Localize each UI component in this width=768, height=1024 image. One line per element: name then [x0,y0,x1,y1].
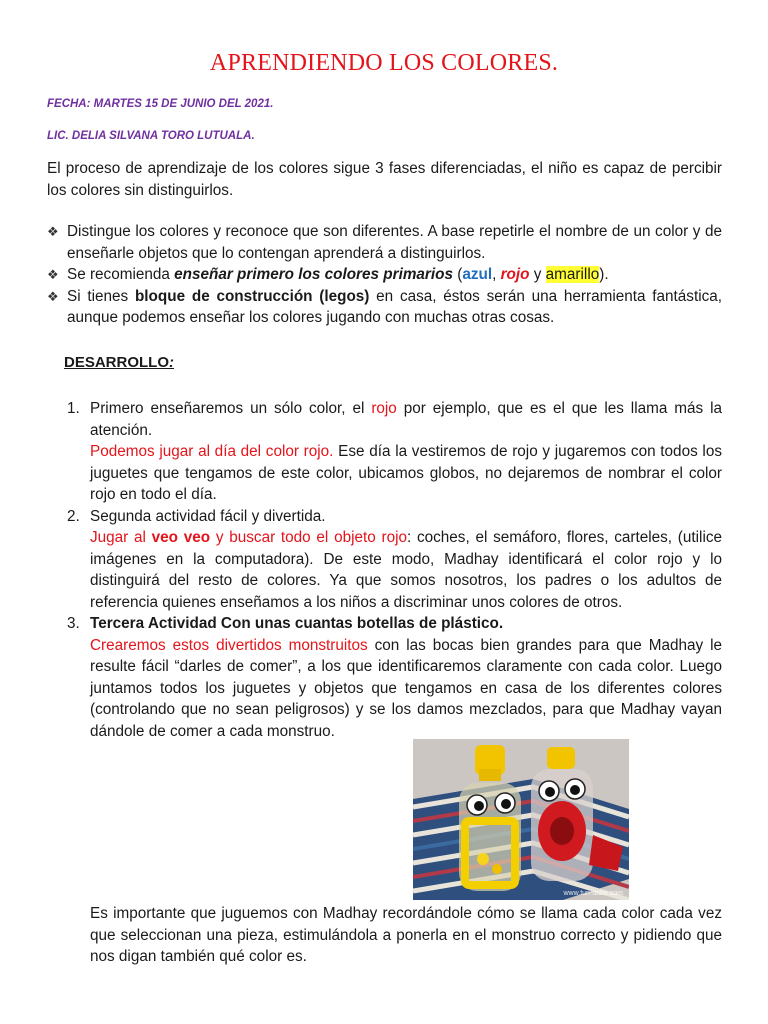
color-word-rojo: rojo [500,266,530,283]
color-word-azul: azul [462,266,493,283]
step-text: Primero enseñaremos un sólo color, el [90,400,372,417]
step-bold-text: Con unas cuantas botellas de plástico. [216,615,504,632]
section-heading [64,354,174,371]
color-word-amarillo: amarillo [545,266,600,283]
bottle-monsters-photo [413,739,629,900]
photo-watermark: www.fun-dabo.com [563,890,623,897]
bullet-list [47,221,722,329]
diamond-bullet-icon: ❖ [47,267,59,282]
step-red-bold-text: veo veo [151,529,211,546]
bullet-item [47,221,722,264]
diamond-bullet-icon: ❖ [47,288,59,304]
bullet-text: Distingue los colores y reconoce que son diferentes. A base repetirle el nombre de un color y de enseñarle objetos que lo contengan aprenderá a distinguirlos. [67,223,722,262]
bullet-text: en casa, éstos serán una herramienta fantástica, aunque podemos enseñar los colores jugando con muchas otras cosas. [67,287,723,326]
primary-colors-emphasis: enseñar primero los colores primarios [174,266,453,283]
step-number: 2. [67,507,80,525]
bottle-monsters-illustration [413,739,629,900]
step-item [47,613,722,742]
step-red-text: rojo [371,400,397,417]
steps-list [47,398,722,742]
step-bold-text: Tercera Actividad [90,615,217,632]
diamond-bullet-icon: ❖ [47,224,59,239]
step-red-text: Jugar al [90,529,152,546]
step-text: : coches, el semáforo, flores, carteles, (utilice imágenes en la computadora). De este modo, Madhay identificará el color rojo y lo distinguirá del resto de colores. Ya que somos nosotros, los padres o los adultos de referencia quienes enseñamos a los niños a discriminar unos colores de otros. [90,529,723,611]
bullet-text: y [529,266,546,283]
step-text: Segunda actividad fácil y divertida. [90,507,326,525]
step-text: por ejemplo, que es el que les llama más la atención. [90,400,722,439]
bullet-text: ). [599,266,609,283]
intro-paragraph: El proceso de aprendizaje de los colores sigue 3 fases diferenciadas, el niño es capaz de percibir los colores sin distinguirlos. [47,160,722,199]
step-red-text: y buscar todo el objeto rojo [210,529,407,546]
section-heading-label: DESARROLLO [64,354,169,371]
step-red-text: Podemos jugar al día del color rojo. [90,443,334,460]
bullet-text: , [492,266,501,283]
section-heading-colon: : [169,354,174,371]
step-item [47,506,722,614]
page-title: APRENDIENDO LOS COLORES. [209,50,559,76]
step-text: Ese día la vestiremos de rojo y jugaremos con todos los juguetes que tengamos de este color, ubicamos globos, no dejaremos de nombrar el color rojo en todo el día. [90,443,722,503]
closing-paragraph: Es importante que juguemos con Madhay recordándole cómo se llama cada color cada vez que seleccionan una pieza, estimulándola a ponerla en el monstruo correcto y pidiendo que nos digan también qué color es. [90,905,722,965]
step-red-text: Crearemos estos divertidos monstruitos [90,636,368,654]
legos-emphasis: bloque de construcción (legos) [134,287,370,305]
step-number: 3. [67,615,80,632]
date-line: FECHA: MARTES 15 DE JUNIO DEL 2021. [47,98,274,110]
bullet-text: Si tienes [67,287,135,305]
bullet-text: ( [453,266,463,283]
author-line: LIC. DELIA SILVANA TORO LUTUALA. [47,130,255,142]
bullet-text: Se recomienda [67,266,175,283]
bullet-item [47,264,722,286]
step-number: 1. [67,400,80,417]
step-item [47,398,722,506]
bullet-item [47,286,722,329]
step-text: con las bocas bien grandes para que Madhay le resulte fácil “darles de comer”, a los que identificaremos claramente con cada color. Luego juntamos todos los juguetes y objetos que tengamos en casa de los diferentes colores (controlando que no sean peligrosos) y se los damos mezclados, para que Madhay vayan dándole de comer a cada monstruo. [90,636,723,740]
